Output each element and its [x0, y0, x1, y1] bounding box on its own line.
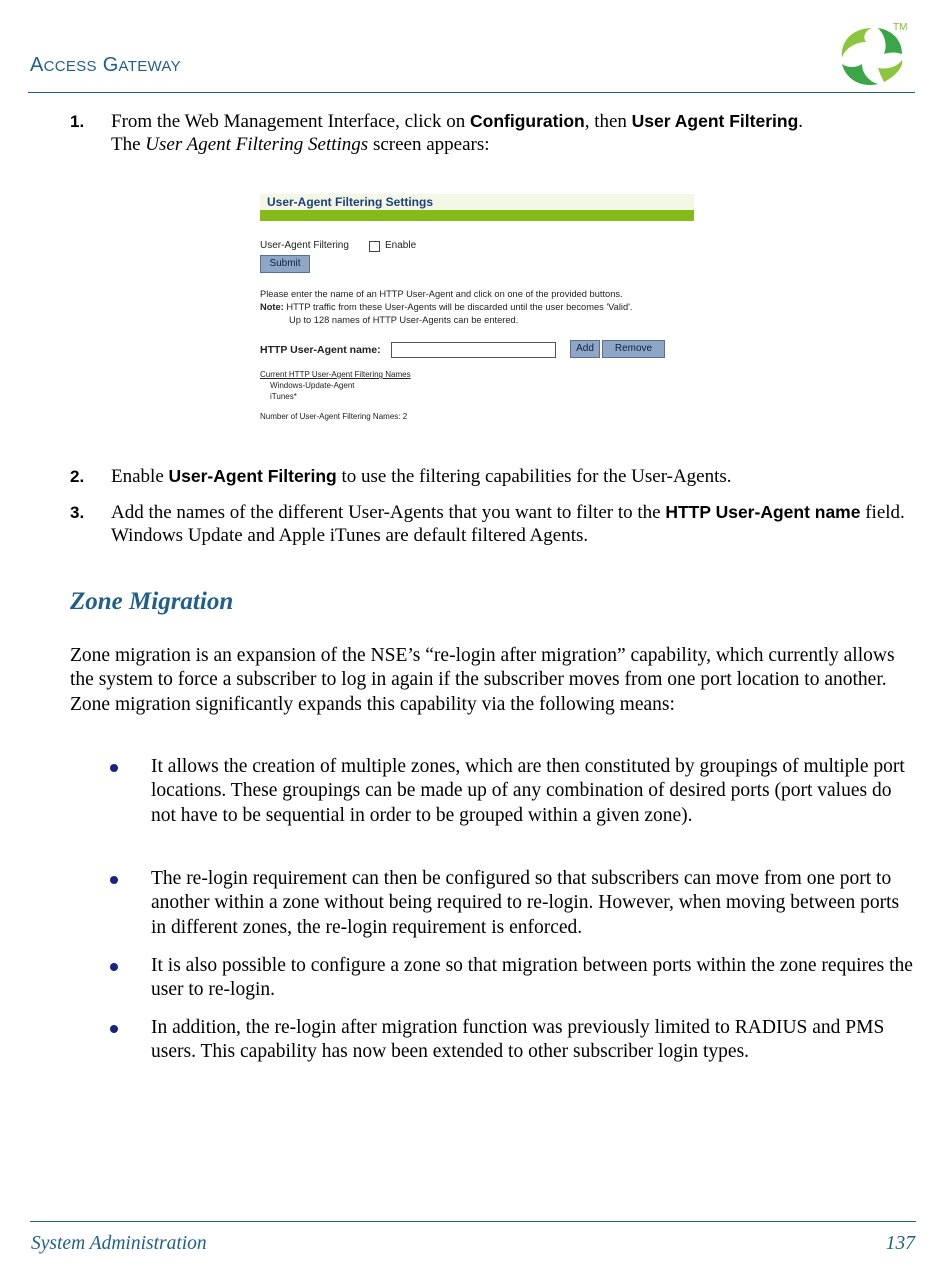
submit-button[interactable]: Submit: [260, 255, 310, 273]
step-text-run: Add the names of the different User-Agents that you want to filter to the: [111, 502, 666, 523]
user-agent-filtering-screenshot: [258, 192, 698, 432]
add-button[interactable]: Add: [570, 340, 600, 358]
trademark-mark: TM: [893, 22, 908, 33]
section-heading: Zone Migration: [70, 588, 234, 615]
step-number: 1.: [70, 112, 85, 131]
agent-name-input[interactable]: [391, 342, 556, 358]
bullet-text: The re-login requirement can then be configured so that subscribers can move from one port to another within a zone without being required to re-login. However, when moving between ports in different zones, the re-login requirement is enforced.: [151, 868, 900, 938]
step-text-run: , then: [584, 111, 632, 132]
running-header-title: [30, 54, 181, 77]
footer-rule: [30, 1221, 916, 1222]
ui-term-user-agent-filtering: User Agent Filtering: [631, 111, 799, 131]
current-name-item: iTunes*: [270, 392, 297, 401]
note-label: Note:: [260, 302, 284, 312]
step-text-run: The: [111, 134, 146, 155]
instructions-text: Please enter the name of an HTTP User-Agent and click on one of the provided buttons.: [260, 289, 623, 299]
bullet-item: [110, 1016, 916, 1065]
step-text: [111, 465, 915, 488]
note-text-2: Up to 128 names of HTTP User-Agents can be entered.: [289, 315, 519, 325]
bullet-item: [110, 867, 916, 940]
bullet-text: In addition, the re-login after migration function was previously limited to RADIUS and PMS users. This capability has now been extended to other subscriber login types.: [151, 1017, 885, 1063]
bullet-text: It is also possible to configure a zone so that migration between ports within the zone requires the user to re-login.: [151, 955, 913, 1001]
step-3: [70, 501, 915, 547]
step-2: [70, 465, 915, 488]
step-text: [111, 501, 915, 547]
note-line: [260, 302, 633, 312]
header-rest-access: CCESS: [43, 58, 97, 75]
current-name-item: Windows-Update-Agent: [270, 381, 355, 390]
agent-name-label: HTTP User-Agent name:: [260, 344, 381, 356]
current-names-heading[interactable]: Current HTTP User-Agent Filtering Names: [260, 370, 411, 379]
bullet-dot-icon: [110, 1025, 118, 1033]
step-text-run: Enable: [111, 466, 169, 487]
bullet-item: [110, 954, 916, 1003]
settings-title: User-Agent Filtering Settings: [260, 194, 694, 210]
step-text-run: field. Windows Update and Apple iTunes are default filtered Agents.: [111, 502, 905, 546]
ui-term-http-user-agent-name: HTTP User-Agent name: [665, 502, 861, 522]
bullet-text: It allows the creation of multiple zones, which are then constituted by groupings of multiple port locations. These groupings can be made up of any combination of desired ports (port values do not have to be sequential in order to be grouped within a given zone).: [151, 756, 905, 826]
header-rule: [28, 92, 915, 93]
step-number: 3.: [70, 503, 85, 522]
section-intro-paragraph: Zone migration is an expansion of the NSE’s “re-login after migration” capability, which currently allows the system to force a subscriber to log in again if the subscriber moves from one port location to another. Zone migration significantly expands this capability via the following means:: [70, 645, 895, 715]
names-count: Number of User-Agent Filtering Names: 2: [260, 412, 408, 421]
step-1: [70, 110, 915, 156]
bullet-item: [110, 755, 916, 828]
step-text-run: From the Web Management Interface, click on: [111, 111, 470, 132]
step-text-run: screen appears:: [368, 134, 490, 155]
header-initial-g: G: [102, 54, 119, 76]
enable-label: Enable: [385, 240, 417, 251]
header-initial-a: A: [30, 54, 44, 76]
step-number: 2.: [70, 467, 85, 486]
step-text: [111, 110, 915, 156]
header-rest-gateway: ATEWAY: [118, 58, 181, 75]
bullet-dot-icon: [110, 876, 118, 884]
bullet-dot-icon: [110, 963, 118, 971]
ui-term-user-agent-filtering: User-Agent Filtering: [168, 466, 337, 486]
settings-title-bar: [260, 210, 694, 221]
note-text: HTTP traffic from these User-Agents will be discarded until the user becomes 'Valid'.: [286, 302, 633, 312]
footer-section-title: System Administration: [31, 1233, 207, 1254]
bullet-dot-icon: [110, 764, 118, 772]
ui-term-configuration: Configuration: [470, 111, 585, 131]
screen-name: User Agent Filtering Settings: [145, 134, 369, 155]
step-text-run: to use the filtering capabilities for the User-Agents.: [336, 466, 732, 487]
step-text-run: .: [798, 111, 804, 132]
page-number: 137: [885, 1233, 915, 1254]
remove-button[interactable]: Remove: [602, 340, 665, 358]
enable-checkbox[interactable]: [369, 241, 380, 252]
filter-label: User-Agent Filtering: [260, 240, 349, 251]
